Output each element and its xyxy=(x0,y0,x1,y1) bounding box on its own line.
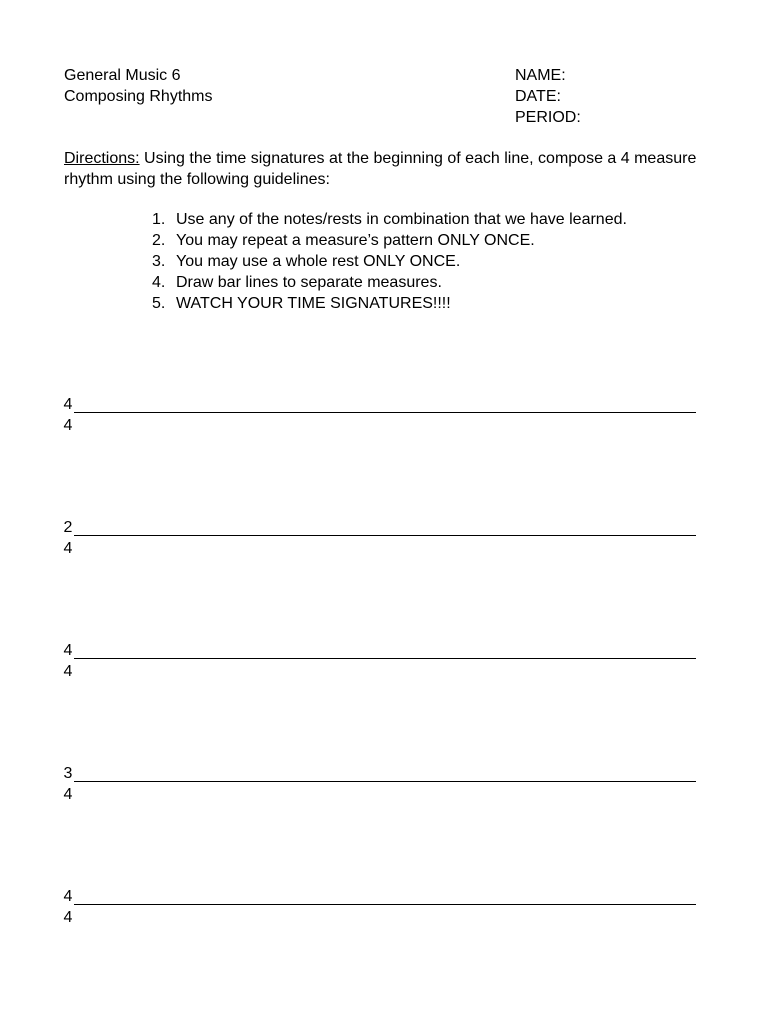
course-name: General Music 6 xyxy=(64,67,181,84)
directions-text: Using the time signatures at the beginning of each line, compose a 4 measure rhythm using the following guidelines: xyxy=(64,150,697,188)
guideline-text: You may repeat a measure’s pattern ONLY ONCE. xyxy=(176,232,535,249)
name-label: NAME: xyxy=(515,67,566,84)
guideline-text: You may use a whole rest ONLY ONCE. xyxy=(176,253,461,270)
guideline-number: 2. xyxy=(152,232,166,249)
time-signature-top: 4 xyxy=(63,642,73,659)
period-label: PERIOD: xyxy=(515,109,581,126)
directions-paragraph xyxy=(64,148,724,190)
date-label: DATE: xyxy=(515,88,561,105)
time-signature-top: 4 xyxy=(63,396,73,413)
guideline-item xyxy=(152,209,627,230)
writing-line[interactable] xyxy=(74,781,696,782)
directions-label: Directions: xyxy=(64,150,140,167)
guideline-item xyxy=(152,251,627,272)
time-signature-top: 2 xyxy=(63,519,73,536)
time-signature-bottom: 4 xyxy=(63,909,73,926)
time-signature-bottom: 4 xyxy=(63,663,73,680)
header-left xyxy=(64,65,213,107)
guideline-item xyxy=(152,293,627,314)
time-signature-bottom: 4 xyxy=(63,540,73,557)
time-signature-bottom: 4 xyxy=(63,417,73,434)
time-signature-top: 3 xyxy=(63,765,73,782)
worksheet-title: Composing Rhythms xyxy=(64,88,213,105)
guideline-number: 5. xyxy=(152,295,166,312)
guideline-number: 3. xyxy=(152,253,166,270)
guideline-text: WATCH YOUR TIME SIGNATURES!!!! xyxy=(176,295,451,312)
guideline-item xyxy=(152,230,627,251)
writing-line[interactable] xyxy=(74,904,696,905)
writing-line[interactable] xyxy=(74,658,696,659)
rhythm-line-4 xyxy=(62,763,702,807)
writing-line[interactable] xyxy=(74,412,696,413)
time-signature-top: 4 xyxy=(63,888,73,905)
guideline-text: Draw bar lines to separate measures. xyxy=(176,274,442,291)
guideline-number: 1. xyxy=(152,211,166,228)
guideline-item xyxy=(152,272,627,293)
rhythm-line-5 xyxy=(62,886,702,930)
header-right xyxy=(515,65,581,128)
writing-line[interactable] xyxy=(74,535,696,536)
guideline-number: 4. xyxy=(152,274,166,291)
time-signature-bottom: 4 xyxy=(63,786,73,803)
rhythm-line-2 xyxy=(62,517,702,561)
guidelines-list xyxy=(152,209,627,314)
guideline-text: Use any of the notes/rests in combination that we have learned. xyxy=(176,211,627,228)
rhythm-line-1 xyxy=(62,394,702,438)
rhythm-line-3 xyxy=(62,640,702,684)
